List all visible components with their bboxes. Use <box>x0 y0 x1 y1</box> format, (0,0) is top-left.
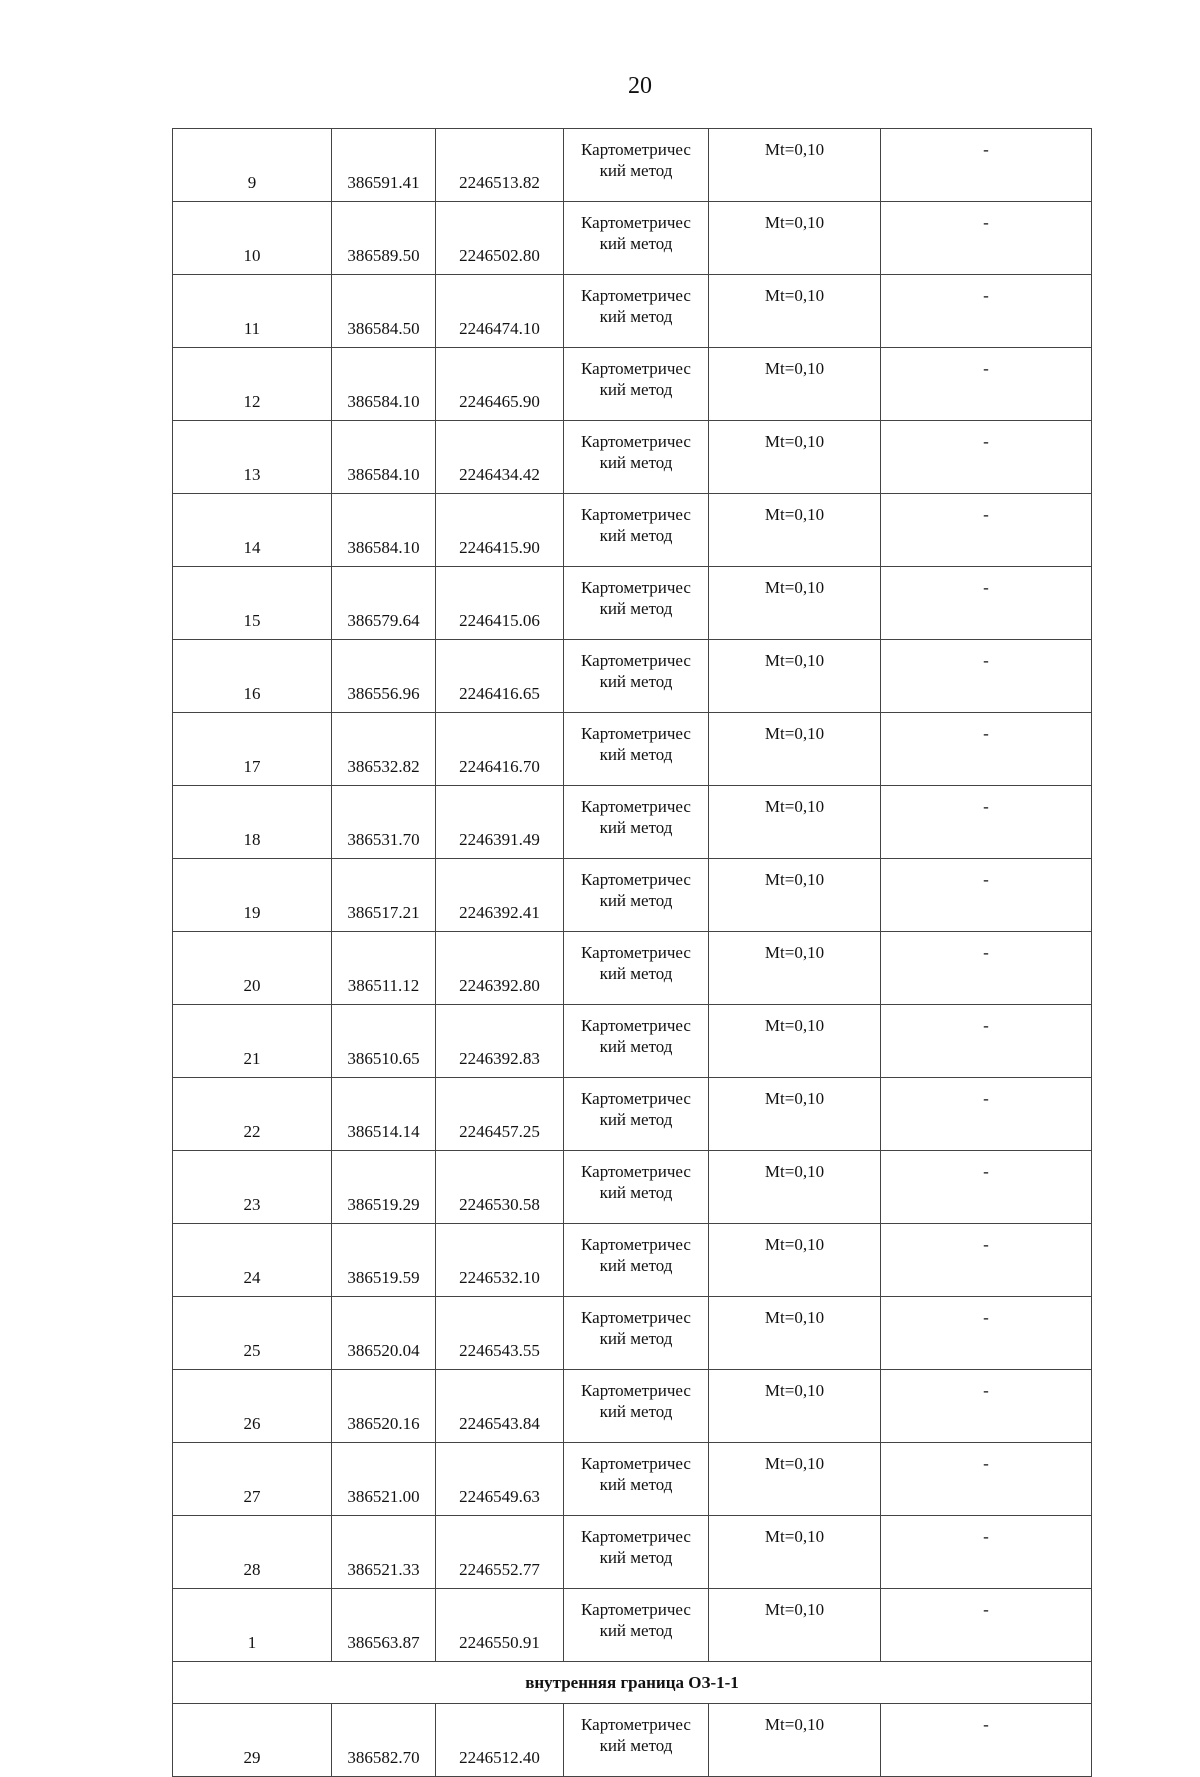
table-row <box>173 1443 1092 1516</box>
section-label: внутренняя граница ОЗ-1-1 <box>173 1662 1092 1704</box>
method-line-1: Картометричес <box>581 1235 691 1254</box>
note: - <box>881 1516 1092 1589</box>
accuracy: Mt=0,10 <box>709 1151 881 1224</box>
point-number: 26 <box>173 1370 332 1443</box>
coord-x: 386584.50 <box>332 275 436 348</box>
point-number: 27 <box>173 1443 332 1516</box>
point-number: 14 <box>173 494 332 567</box>
accuracy: Mt=0,10 <box>709 1078 881 1151</box>
coord-y: 2246392.80 <box>436 932 564 1005</box>
accuracy: Mt=0,10 <box>709 1297 881 1370</box>
method-line-1: Картометричес <box>581 505 691 524</box>
table-row <box>173 1297 1092 1370</box>
note: - <box>881 1005 1092 1078</box>
coord-x: 386556.96 <box>332 640 436 713</box>
method-cell <box>564 348 709 421</box>
method-line-2: кий метод <box>599 1548 673 1567</box>
method-line-1: Картометричес <box>581 943 691 962</box>
note: - <box>881 786 1092 859</box>
note: - <box>881 932 1092 1005</box>
coord-x: 386521.00 <box>332 1443 436 1516</box>
point-number: 20 <box>173 932 332 1005</box>
coord-y: 2246416.70 <box>436 713 564 786</box>
coord-y: 2246550.91 <box>436 1589 564 1662</box>
coord-y: 2246543.84 <box>436 1370 564 1443</box>
method-line-2: кий метод <box>599 964 673 983</box>
method-line-2: кий метод <box>599 891 673 910</box>
point-number: 9 <box>173 129 332 202</box>
accuracy: Mt=0,10 <box>709 786 881 859</box>
coord-y: 2246391.49 <box>436 786 564 859</box>
coord-y: 2246415.06 <box>436 567 564 640</box>
accuracy: Mt=0,10 <box>709 932 881 1005</box>
coord-y: 2246415.90 <box>436 494 564 567</box>
method-line-2: кий метод <box>599 745 673 764</box>
method-cell <box>564 1224 709 1297</box>
coord-x: 386579.64 <box>332 567 436 640</box>
point-number: 18 <box>173 786 332 859</box>
point-number: 11 <box>173 275 332 348</box>
method-line-2: кий метод <box>599 1256 673 1275</box>
accuracy: Mt=0,10 <box>709 1443 881 1516</box>
coord-y: 2246532.10 <box>436 1224 564 1297</box>
table-row <box>173 713 1092 786</box>
method-line-1: Картометричес <box>581 870 691 889</box>
table-section <box>173 1662 1092 1704</box>
note: - <box>881 1443 1092 1516</box>
coord-y: 2246552.77 <box>436 1516 564 1589</box>
note: - <box>881 494 1092 567</box>
coord-x: 386531.70 <box>332 786 436 859</box>
method-line-2: кий метод <box>599 380 673 399</box>
point-number: 12 <box>173 348 332 421</box>
coord-x: 386521.33 <box>332 1516 436 1589</box>
table-row <box>173 1224 1092 1297</box>
coord-y: 2246392.83 <box>436 1005 564 1078</box>
accuracy: Mt=0,10 <box>709 202 881 275</box>
method-line-1: Картометричес <box>581 432 691 451</box>
coord-y: 2246549.63 <box>436 1443 564 1516</box>
method-cell <box>564 932 709 1005</box>
accuracy: Mt=0,10 <box>709 1704 881 1777</box>
method-line-2: кий метод <box>599 672 673 691</box>
table-row <box>173 129 1092 202</box>
method-line-2: кий метод <box>599 234 673 253</box>
method-cell <box>564 421 709 494</box>
table-row <box>173 1589 1092 1662</box>
point-number: 29 <box>173 1704 332 1777</box>
method-line-1: Картометричес <box>581 1089 691 1108</box>
point-number: 15 <box>173 567 332 640</box>
method-cell <box>564 494 709 567</box>
method-cell <box>564 1151 709 1224</box>
accuracy: Mt=0,10 <box>709 129 881 202</box>
method-line-1: Картометричес <box>581 724 691 743</box>
coord-x: 386520.04 <box>332 1297 436 1370</box>
method-cell <box>564 567 709 640</box>
method-cell <box>564 1589 709 1662</box>
note: - <box>881 348 1092 421</box>
coord-x: 386532.82 <box>332 713 436 786</box>
coord-x: 386591.41 <box>332 129 436 202</box>
accuracy: Mt=0,10 <box>709 859 881 932</box>
coord-x: 386584.10 <box>332 421 436 494</box>
accuracy: Mt=0,10 <box>709 1005 881 1078</box>
accuracy: Mt=0,10 <box>709 1370 881 1443</box>
method-line-1: Картометричес <box>581 213 691 232</box>
table-row <box>173 932 1092 1005</box>
note: - <box>881 202 1092 275</box>
point-number: 28 <box>173 1516 332 1589</box>
table-row <box>173 1078 1092 1151</box>
accuracy: Mt=0,10 <box>709 1516 881 1589</box>
accuracy: Mt=0,10 <box>709 348 881 421</box>
accuracy: Mt=0,10 <box>709 640 881 713</box>
note: - <box>881 567 1092 640</box>
method-line-2: кий метод <box>599 1621 673 1640</box>
method-line-1: Картометричес <box>581 1454 691 1473</box>
point-number: 1 <box>173 1589 332 1662</box>
coord-y: 2246502.80 <box>436 202 564 275</box>
note: - <box>881 640 1092 713</box>
coord-x: 386517.21 <box>332 859 436 932</box>
accuracy: Mt=0,10 <box>709 494 881 567</box>
table-row <box>173 1005 1092 1078</box>
table-row <box>173 859 1092 932</box>
table-row <box>173 786 1092 859</box>
method-cell <box>564 202 709 275</box>
method-cell <box>564 1078 709 1151</box>
note: - <box>881 1078 1092 1151</box>
accuracy: Mt=0,10 <box>709 567 881 640</box>
coord-y: 2246434.42 <box>436 421 564 494</box>
coord-x: 386563.87 <box>332 1589 436 1662</box>
table-row <box>173 202 1092 275</box>
method-line-1: Картометричес <box>581 1308 691 1327</box>
method-cell <box>564 1297 709 1370</box>
method-line-2: кий метод <box>599 1402 673 1421</box>
method-line-2: кий метод <box>599 453 673 472</box>
method-cell <box>564 129 709 202</box>
method-line-1: Картометричес <box>581 1715 691 1734</box>
coord-x: 386589.50 <box>332 202 436 275</box>
page-number: 20 <box>628 73 652 99</box>
table-row <box>173 1370 1092 1443</box>
coord-y: 2246474.10 <box>436 275 564 348</box>
note: - <box>881 1224 1092 1297</box>
coord-y: 2246530.58 <box>436 1151 564 1224</box>
table-body-bottom <box>173 1704 1092 1777</box>
method-line-2: кий метод <box>599 526 673 545</box>
point-number: 22 <box>173 1078 332 1151</box>
note: - <box>881 713 1092 786</box>
method-line-2: кий метод <box>599 1110 673 1129</box>
note: - <box>881 1370 1092 1443</box>
accuracy: Mt=0,10 <box>709 275 881 348</box>
coord-x: 386584.10 <box>332 494 436 567</box>
coordinates-table <box>172 128 1092 1777</box>
method-line-2: кий метод <box>599 1475 673 1494</box>
method-line-2: кий метод <box>599 307 673 326</box>
method-line-1: Картометричес <box>581 1016 691 1035</box>
coord-y: 2246543.55 <box>436 1297 564 1370</box>
coord-x: 386584.10 <box>332 348 436 421</box>
method-cell <box>564 1516 709 1589</box>
method-cell <box>564 1443 709 1516</box>
method-line-2: кий метод <box>599 161 673 180</box>
note: - <box>881 859 1092 932</box>
coord-x: 386514.14 <box>332 1078 436 1151</box>
method-line-1: Картометричес <box>581 1381 691 1400</box>
method-line-1: Картометричес <box>581 140 691 159</box>
coord-y: 2246512.40 <box>436 1704 564 1777</box>
method-line-2: кий метод <box>599 1183 673 1202</box>
method-line-1: Картометричес <box>581 1527 691 1546</box>
point-number: 21 <box>173 1005 332 1078</box>
note: - <box>881 421 1092 494</box>
coord-y: 2246457.25 <box>436 1078 564 1151</box>
method-cell <box>564 640 709 713</box>
note: - <box>881 1297 1092 1370</box>
method-line-2: кий метод <box>599 818 673 837</box>
method-line-2: кий метод <box>599 1736 673 1755</box>
note: - <box>881 275 1092 348</box>
point-number: 17 <box>173 713 332 786</box>
method-line-1: Картометричес <box>581 1600 691 1619</box>
table-row <box>173 640 1092 713</box>
section-header-row <box>173 1662 1092 1704</box>
coord-y: 2246513.82 <box>436 129 564 202</box>
table-row <box>173 275 1092 348</box>
method-line-1: Картометричес <box>581 286 691 305</box>
method-cell <box>564 1370 709 1443</box>
point-number: 25 <box>173 1297 332 1370</box>
table-body-top <box>173 129 1092 1662</box>
note: - <box>881 1704 1092 1777</box>
point-number: 19 <box>173 859 332 932</box>
coord-x: 386582.70 <box>332 1704 436 1777</box>
coord-x: 386519.59 <box>332 1224 436 1297</box>
accuracy: Mt=0,10 <box>709 1589 881 1662</box>
table-row <box>173 348 1092 421</box>
table-row <box>173 567 1092 640</box>
method-line-1: Картометричес <box>581 651 691 670</box>
coord-x: 386519.29 <box>332 1151 436 1224</box>
method-cell <box>564 859 709 932</box>
table-row <box>173 1516 1092 1589</box>
table-row <box>173 1151 1092 1224</box>
point-number: 10 <box>173 202 332 275</box>
note: - <box>881 129 1092 202</box>
method-cell <box>564 275 709 348</box>
coord-y: 2246465.90 <box>436 348 564 421</box>
method-line-2: кий метод <box>599 1037 673 1056</box>
method-line-1: Картометричес <box>581 359 691 378</box>
method-line-1: Картометричес <box>581 578 691 597</box>
method-line-2: кий метод <box>599 1329 673 1348</box>
coord-y: 2246416.65 <box>436 640 564 713</box>
method-line-2: кий метод <box>599 599 673 618</box>
method-cell <box>564 1005 709 1078</box>
coord-x: 386511.12 <box>332 932 436 1005</box>
table-row <box>173 1704 1092 1777</box>
coord-x: 386520.16 <box>332 1370 436 1443</box>
point-number: 23 <box>173 1151 332 1224</box>
point-number: 24 <box>173 1224 332 1297</box>
accuracy: Mt=0,10 <box>709 713 881 786</box>
table-row <box>173 494 1092 567</box>
method-cell <box>564 786 709 859</box>
method-cell <box>564 1704 709 1777</box>
point-number: 16 <box>173 640 332 713</box>
method-line-1: Картометричес <box>581 797 691 816</box>
method-cell <box>564 713 709 786</box>
coord-x: 386510.65 <box>332 1005 436 1078</box>
method-line-1: Картометричес <box>581 1162 691 1181</box>
accuracy: Mt=0,10 <box>709 421 881 494</box>
accuracy: Mt=0,10 <box>709 1224 881 1297</box>
note: - <box>881 1151 1092 1224</box>
note: - <box>881 1589 1092 1662</box>
table-row <box>173 421 1092 494</box>
point-number: 13 <box>173 421 332 494</box>
coord-y: 2246392.41 <box>436 859 564 932</box>
